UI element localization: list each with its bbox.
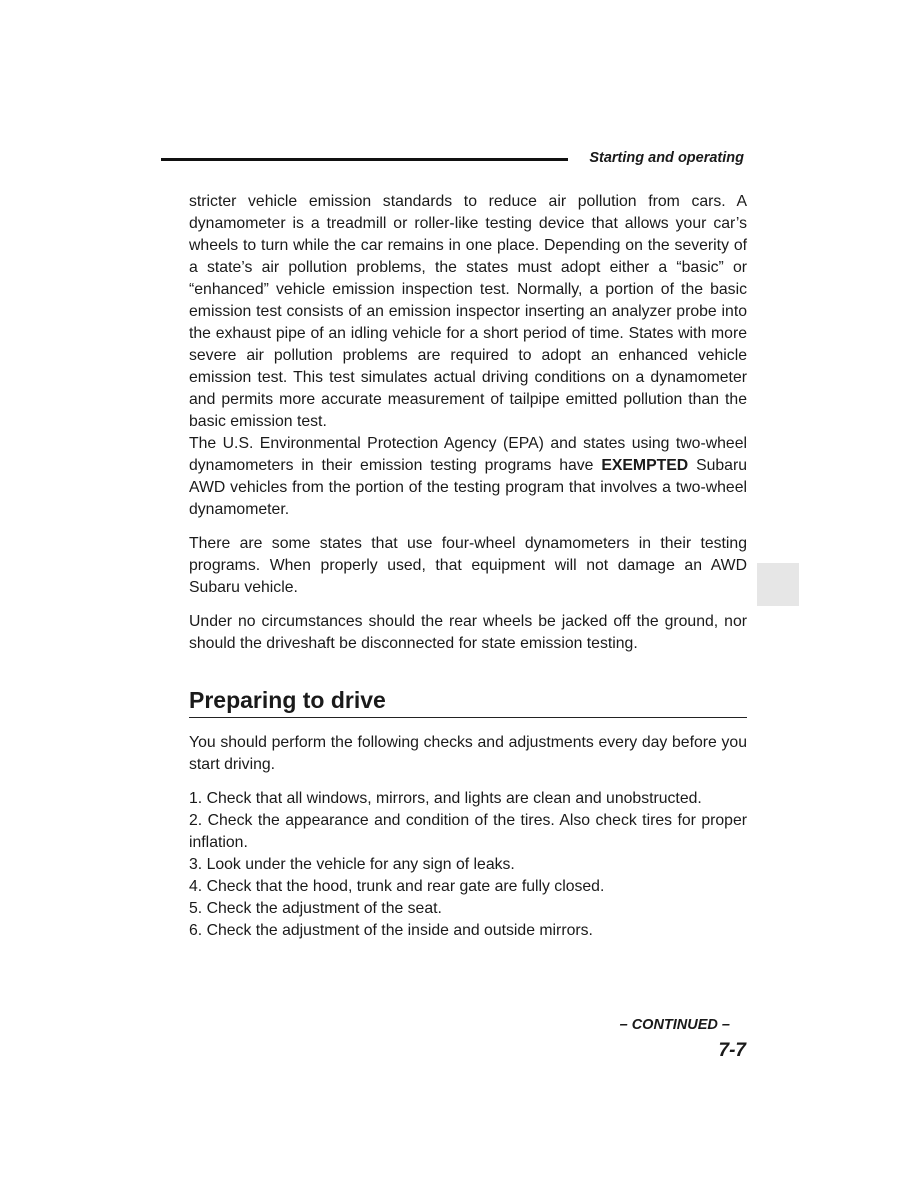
header-rule [161, 158, 568, 161]
checklist [189, 788, 747, 942]
checklist-item: 6. Check the adjustment of the inside and outside mirrors. [189, 922, 593, 939]
checklist-item: 2. Check the appearance and condition of the tires. Also check tires for proper inflation. [189, 812, 747, 851]
chapter-thumb-tab [757, 563, 799, 606]
epa-text-before: The U.S. Environmental Protection Agency (EPA) and states using two-wheel dynamometers in their emission testing programs have [189, 435, 747, 474]
paragraph-emission-standards: stricter vehicle emission standards to reduce air pollution from cars. A dynamometer is a treadmill or roller-like testing device that allows your car’s wheels to turn while the car remains in one place. Depending on the severity of a state’s air pollution problems, the states must adopt either a “basic” or “enhanced” vehicle emission inspection test. Normally, a portion of the basic emission test consists of an emission inspector inserting an analyzer probe into the exhaust pipe of an idling vehicle for a short period of time. States with more severe air pollution problems are required to adopt an enhanced vehicle emission test. This test simulates actual driving conditions on a dynamometer and permits more accurate measurement of tailpipe emitted pollution than the basic emission test. [189, 193, 747, 430]
section-heading: Preparing to drive [189, 685, 747, 718]
checklist-item: 3. Look under the vehicle for any sign of leaks. [189, 856, 515, 873]
continued-marker: – CONTINUED – [619, 1017, 730, 1033]
page-number: 7-7 [718, 1040, 746, 1061]
page-body [189, 191, 747, 942]
section-intro: You should perform the following checks and adjustments every day before you start driving. [189, 734, 747, 773]
checklist-item: 4. Check that the hood, trunk and rear gate are fully closed. [189, 878, 605, 895]
epa-text-after: Subaru AWD vehicles from the portion of the testing program that involves a two-wheel dynamometer. [189, 457, 748, 518]
checklist-item: 5. Check the adjustment of the seat. [189, 900, 442, 917]
paragraph-epa-exemption [189, 433, 747, 521]
checklist-item: 1. Check that all windows, mirrors, and lights are clean and unobstructed. [189, 790, 702, 807]
paragraph-four-wheel-dynamometers: There are some states that use four-wheel dynamometers in their testing programs. When properly used, that equipment will not damage an AWD Subaru vehicle. [189, 535, 747, 596]
exempted-emphasis: EXEMPTED [601, 457, 689, 474]
running-header: Starting and operating [589, 150, 744, 166]
paragraph-no-jacking: Under no circumstances should the rear wheels be jacked off the ground, nor should the driveshaft be disconnected for state emission testing. [189, 613, 747, 652]
